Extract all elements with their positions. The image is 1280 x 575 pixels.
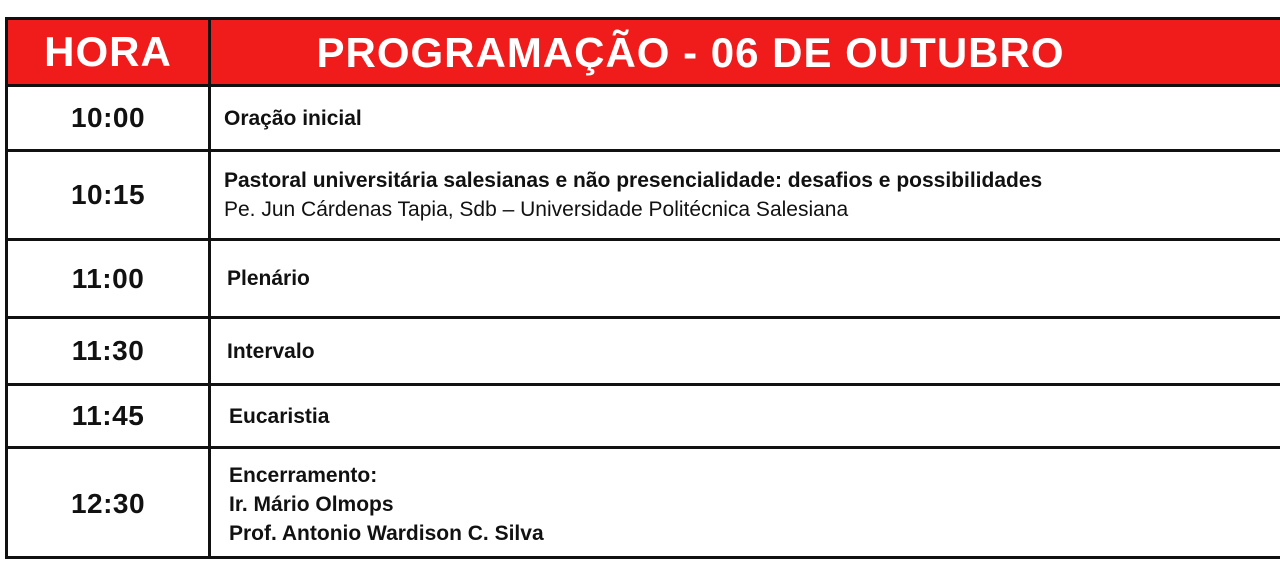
program-cell <box>211 319 1280 383</box>
table-header <box>8 20 1280 87</box>
program-item-speaker: Pe. Jun Cárdenas Tapia, Sdb – Universidade Politécnica Salesiana <box>224 198 849 221</box>
table-row <box>8 449 1280 559</box>
table-row <box>8 319 1280 386</box>
program-item-title: Plenário <box>227 267 310 290</box>
program-item-title: Intervalo <box>227 339 315 363</box>
table-row <box>8 386 1280 449</box>
time-cell: 11:00 <box>8 241 211 316</box>
program-cell <box>211 87 1280 149</box>
time-cell: 10:15 <box>8 152 211 238</box>
program-item-title: Encerramento: <box>229 463 378 487</box>
time-cell: 10:00 <box>8 87 211 149</box>
program-cell <box>211 386 1280 446</box>
time-cell: 11:30 <box>8 319 211 383</box>
program-cell <box>211 241 1280 316</box>
time-cell: 12:30 <box>8 449 211 559</box>
program-title: PROGRAMAÇÃO - 06 DE OUTUBRO <box>316 28 1065 76</box>
program-item-title: Eucaristia <box>229 404 330 428</box>
schedule-table <box>5 17 1280 559</box>
program-item-speaker: Ir. Mário Olmops <box>229 492 394 516</box>
hour-column-header: HORA <box>8 20 211 84</box>
program-cell <box>211 152 1280 238</box>
table-row <box>8 152 1280 241</box>
table-row <box>8 87 1280 152</box>
time-cell: 11:45 <box>8 386 211 446</box>
program-item-title: Oração inicial <box>224 106 362 130</box>
program-item-speaker: Prof. Antonio Wardison C. Silva <box>229 521 544 545</box>
table-row <box>8 241 1280 319</box>
program-item-title: Pastoral universitária salesianas e não presencialidade: desafios e possibilidades <box>224 169 1043 192</box>
program-column-header <box>211 20 1280 84</box>
program-cell <box>211 449 1280 559</box>
